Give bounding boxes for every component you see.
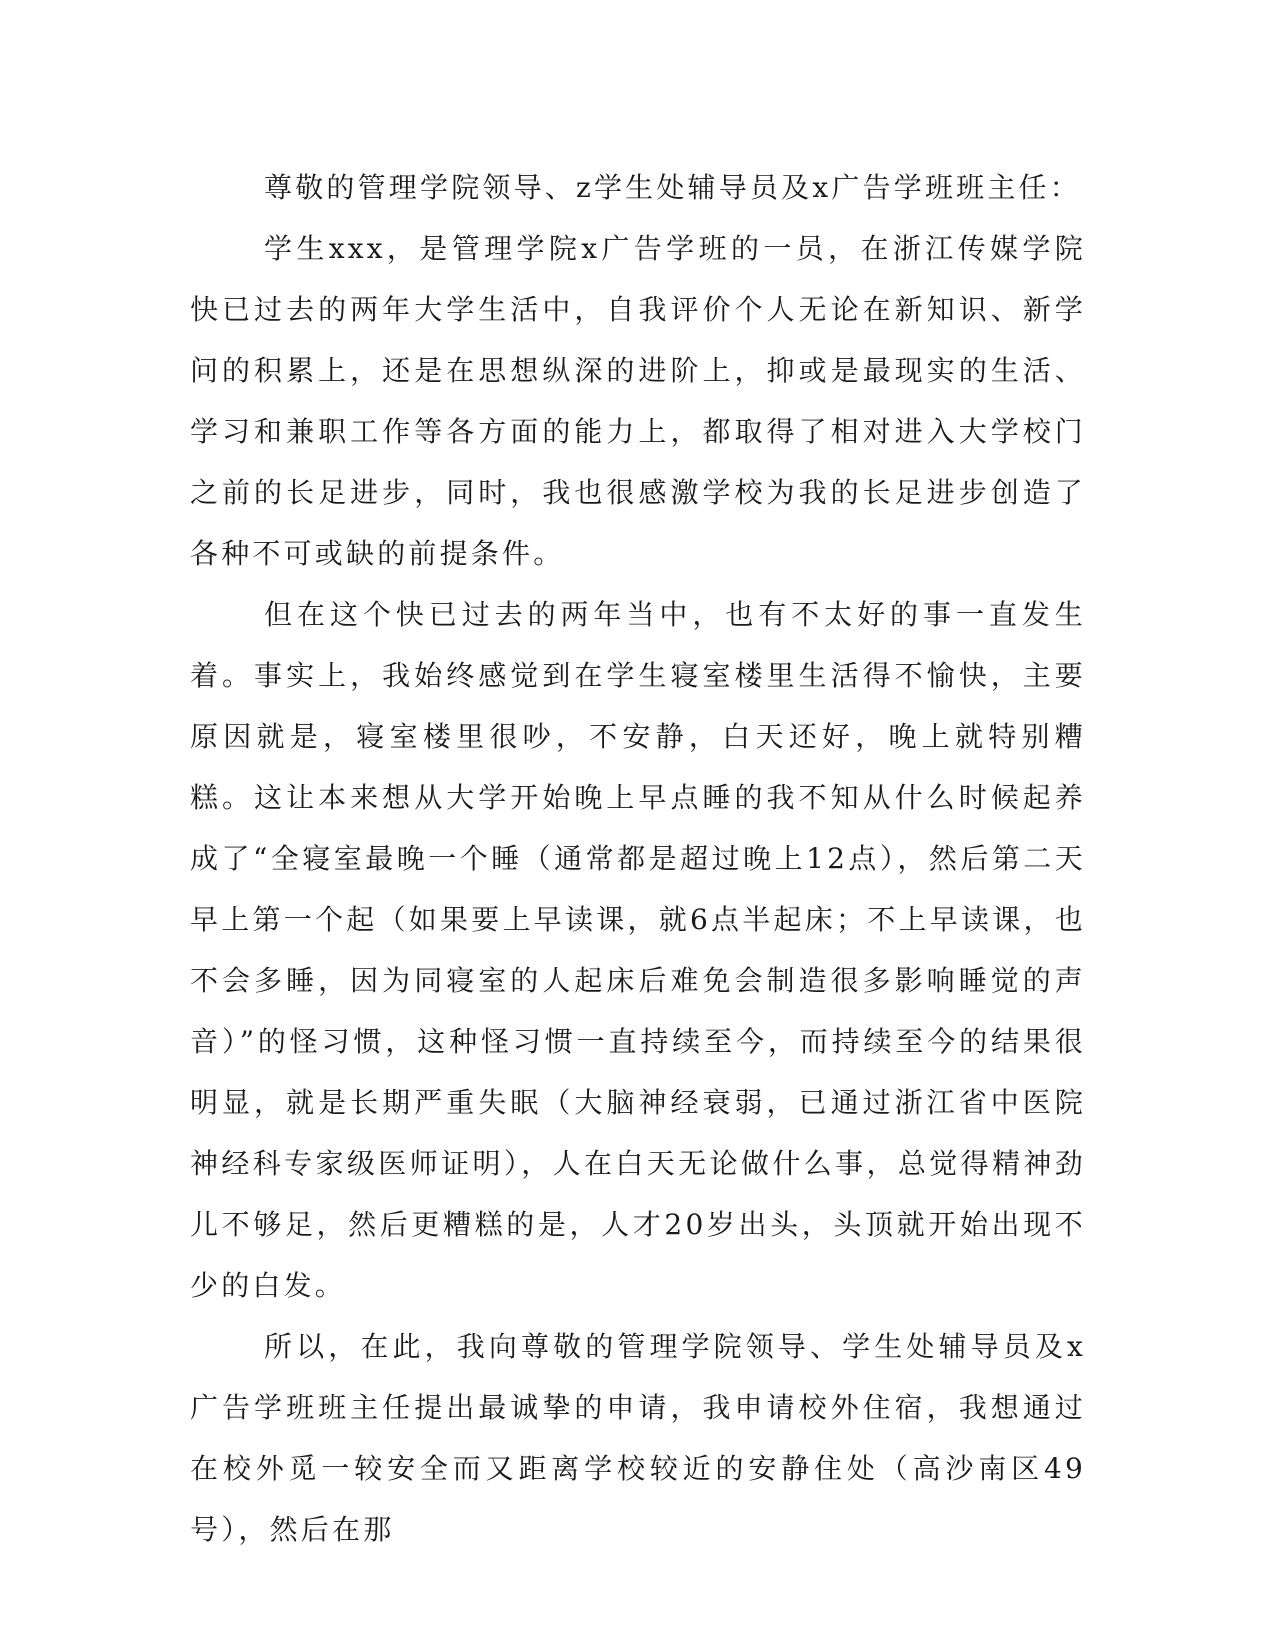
- letter-body: [190, 158, 1086, 1560]
- salutation: 尊敬的管理学院领导、z学生处辅导员及x广告学班班主任：: [264, 171, 1081, 204]
- paragraph-2: 但在这个快已过去的两年当中，也有不太好的事一直发生着。事实上，我始终感觉到在学生寝室楼里生活得不愉快，主要原因就是，寝室楼里很吵，不安静，白天还好，晚上就特别糟糕。这让本来想从大学开始晚上早点睡的我不知从什么时候起养成了“全寝室最晚一个睡（通常都是超过晚上12点），然后第二天早上第一个起（如果要上早读课，就6点半起床；不上早读课，也不会多睡，因为同寝室的人起床后难免会制造很多影响睡觉的声音）”的怪习惯，这种怪习惯一直持续至今，而持续至今的结果很明显，就是长期严重失眠（大脑神经衰弱，已通过浙江省中医院神经科专家级医师证明），人在白天无论做什么事，总觉得精神劲儿不够足，然后更糟糕的是，人才20岁出头，头顶就开始出现不少的白发。: [190, 598, 1086, 1302]
- paragraph-1: 学生xxx，是管理学院x广告学班的一员，在浙江传媒学院快已过去的两年大学生活中，自我评价个人无论在新知识、新学问的积累上，还是在思想纵深的进阶上，抑或是最现实的生活、学习和兼职工作等各方面的能力上，都取得了相对进入大学校门之前的长足进步，同时，我也很感激学校为我的长足进步创造了各种不可或缺的前提条件。: [190, 232, 1086, 570]
- paragraph-3: 所以，在此，我向尊敬的管理学院领导、学生处辅导员及x广告学班班主任提出最诚挚的申请，我申请校外住宿，我想通过在校外觅一较安全而又距离学校较近的安静住处（高沙南区49号），然后在那: [190, 1330, 1086, 1546]
